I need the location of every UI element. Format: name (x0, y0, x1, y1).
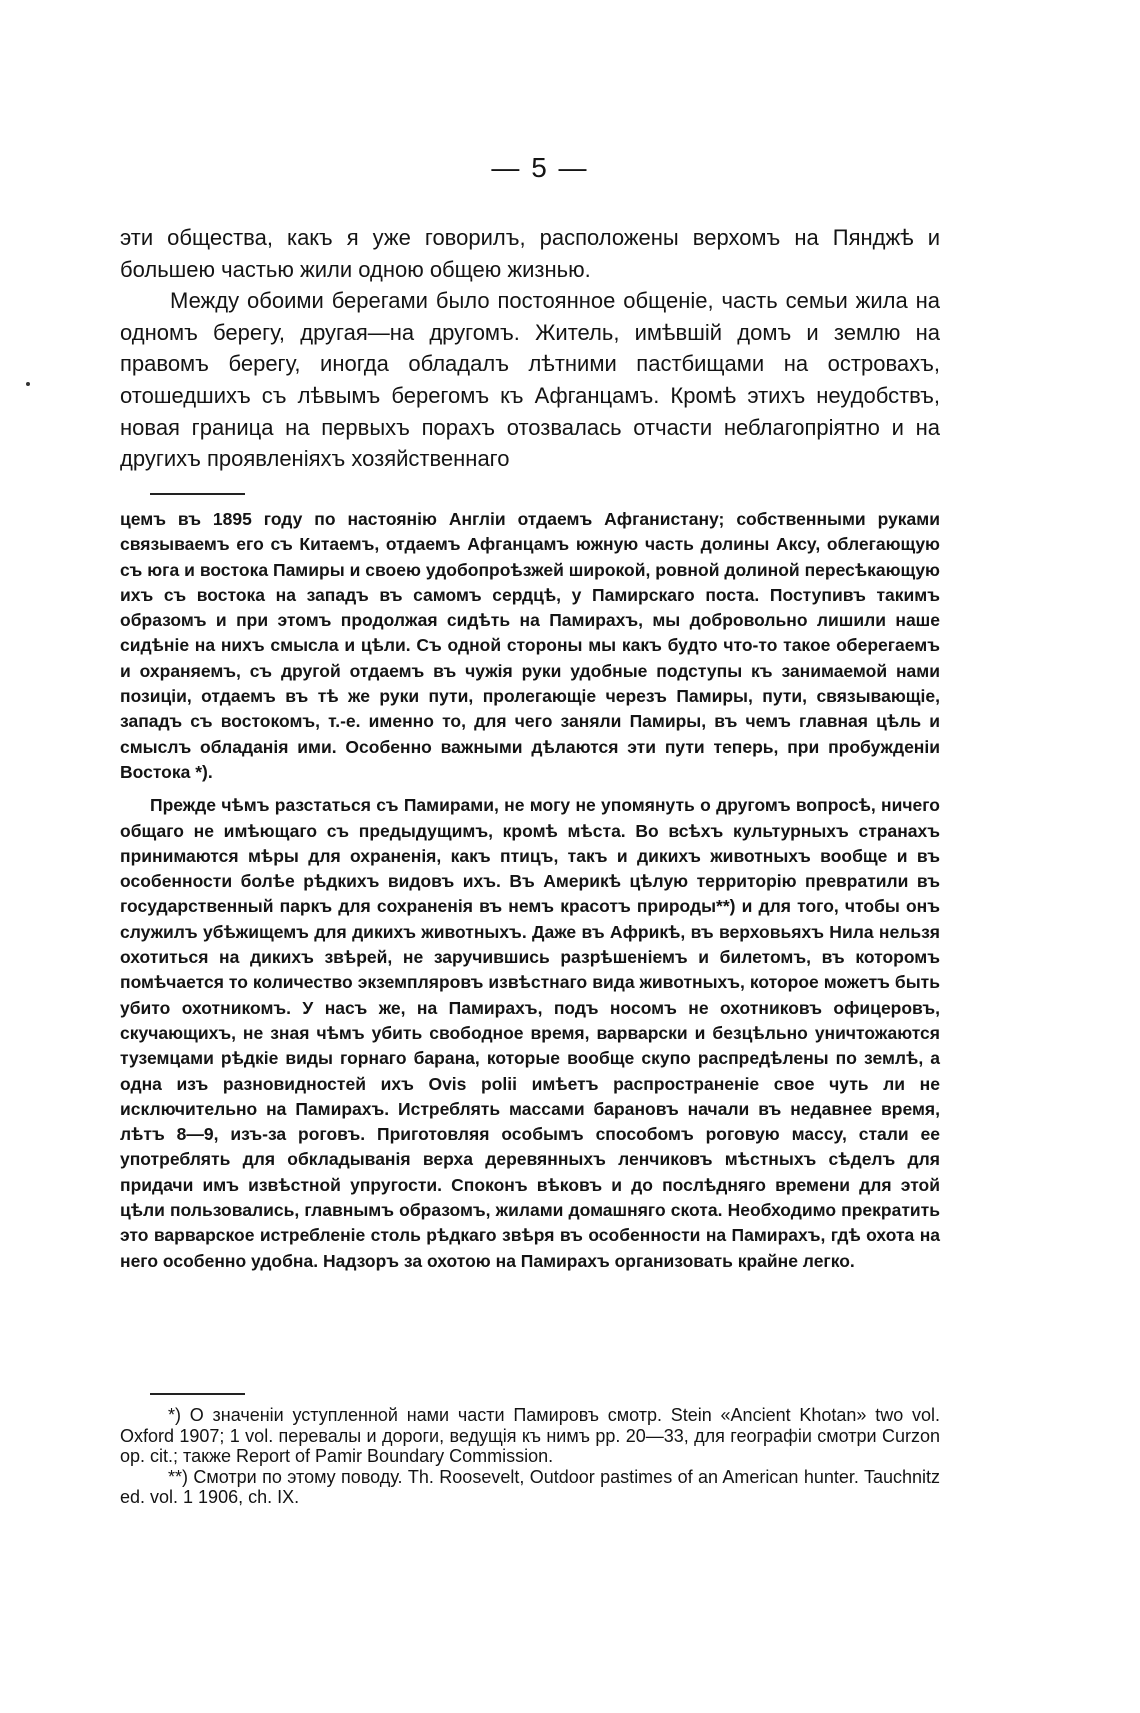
paragraph-afghanistan: цемъ въ 1895 году по настоянію Англіи отдаемъ Афганистану; собственными руками связываемъ его съ Китаемъ, отдаемъ Афганцамъ южную часть долины Аксу, облегающую съ юга и востока Памиры и своею удобопроѣзжей широкой, ровной долиной пересѣкающую ихъ съ востока на западъ въ самомъ сердцѣ, у Памирскаго поста. Поступивъ такимъ образомъ и при этомъ продолжая сидѣть на Памирахъ, мы добровольно лишили наше сидѣніе на нихъ смысла и цѣли. Съ одной стороны мы какъ будто что-то такое оберегаемъ и охраняемъ, съ другой отдаемъ въ чужія руки удобные подступы къ занимаемой нами позиціи, отдаемъ въ тѣ же руки пути, пролегающіе черезъ Памиры, пути, связывающіе, западъ съ востокомъ, т.-е. именно то, для чего заняли Памиры, въ чемъ главная цѣль и смыслъ обладанія ими. Особенно важными дѣлаются эти пути теперь, при пробужденіи Востока *). (120, 509, 940, 782)
footnote-2: **) Смотри по этому поводу. Th. Roosevelt, Outdoor pastimes of an American hunter. Tauchnitz ed. vol. 1 1906, ch. IX. (120, 1466, 940, 1507)
footnotes (120, 1405, 940, 1508)
footnote-1: *) О значеніи уступленной нами части Памировъ смотр. Stein «Ancient Khotan» two vol. Oxford 1907; 1 vol. перевалы и дороги, ведущія къ нимъ pp. 20—33, для географіи смотри Curzon op. cit.; также Report of Pamir Boundary Commission. (120, 1405, 940, 1466)
margin-dot (26, 382, 30, 386)
paragraph-continuation: эти общества, какъ я уже говорилъ, расположены верхомъ на Пянджѣ и большею частью жили одною общею жизнью. (120, 225, 940, 282)
main-text-block (120, 222, 940, 475)
small-text-block (120, 507, 940, 1274)
separator-rule (150, 493, 245, 495)
paragraph-wildlife: Прежде чѣмъ разстаться съ Памирами, не могу не упомянуть о другомъ вопросѣ, ничего общаго не имѣющаго съ предыдущимъ, кромѣ мѣста. Во всѣхъ культурныхъ странахъ принимаются мѣры для охраненія, какъ птицъ, такъ и дикихъ животныхъ вообще и въ особенности болѣе рѣдкихъ видовъ ихъ. Въ Америкѣ цѣлую территорію превратили въ государственный паркъ для сохраненія въ немъ красотъ природы**) и для того, чтобы онъ служилъ убѣжищемъ для дикихъ животныхъ. Даже въ Африкѣ, въ верховьяхъ Нила нельзя охотиться на дикихъ звѣрей, не заручившись разрѣшеніемъ и билетомъ, въ которомъ помѣчается то количество экземпляровъ извѣстнаго вида животныхъ, которое можетъ быть убито охотникомъ. У насъ же, на Памирахъ, подъ носомъ не охотниковъ офицеровъ, скучающихъ, не зная чѣмъ убить свободное время, варварски и безцѣльно уничтожаются туземцами рѣдкіе виды горнаго барана, которые вообще скупо распредѣлены по землѣ, а одна изъ разновидностей ихъ Ovis polii имѣетъ распространеніе свое чуть ли не исключительно на Памирахъ. Истреблять массами барановъ начали въ недавнее время, лѣтъ 8—9, изъ-за роговъ. Приготовляя особымъ способомъ роговую массу, стали ее употреблять для обкладыванія верха деревянныхъ ленчиковъ мѣстныхъ сѣделъ для придачи имъ извѣстной упругости. Споконъ вѣковъ и до послѣдняго времени для этой цѣли пользовались, главнымъ образомъ, жилами домашняго скота. Необходимо прекратить это варварское истребленіе столь рѣдкаго звѣря въ особенности на Памирахъ, гдѣ охота на него особенно удобна. Надзоръ за охотою на Памирахъ организовать крайне легко. (120, 795, 940, 1271)
paragraph-shores: Между обоими берегами было постоянное общеніе, часть семьи жила на одномъ берегу, другая—на другомъ. Житель, имѣвшій домъ и землю на правомъ берегу, иногда обладалъ лѣтними пастбищами на островахъ, отошедшихъ съ лѣвымъ берегомъ къ Афганцамъ. Кромѣ этихъ неудобствъ, новая граница на первыхъ порахъ отозвалась отчасти неблагопріятно и на другихъ проявленіяхъ хозяйственнаго (120, 288, 940, 472)
footnote-separator-rule (150, 1393, 245, 1395)
page-number: — 5 — (491, 152, 589, 183)
